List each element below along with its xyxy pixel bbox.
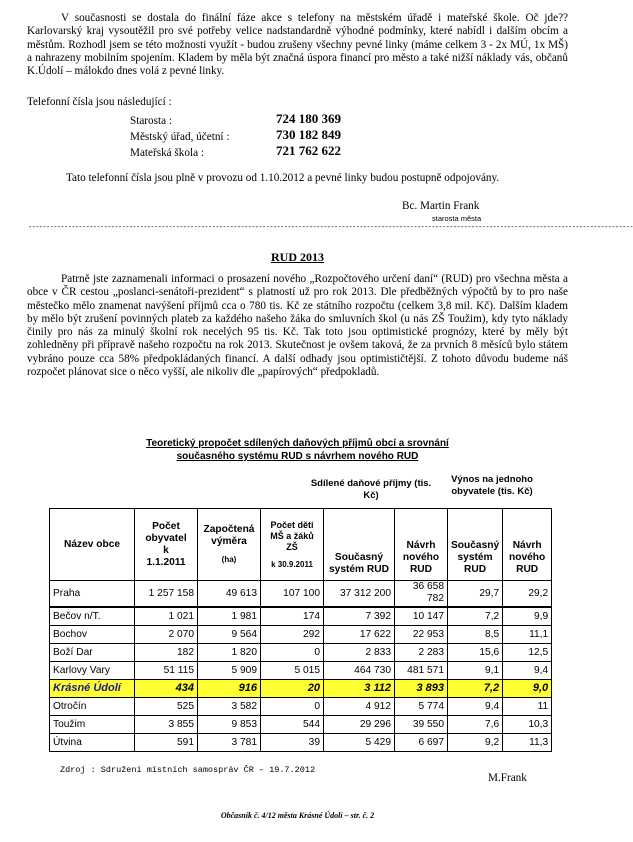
header-pocet-label: Počet obyvatel	[145, 520, 187, 544]
phone-number: 721 762 622	[276, 143, 341, 158]
cell-deti: 0	[261, 697, 324, 715]
cell-v1: 15,6	[448, 643, 503, 661]
cell-pocet: 525	[135, 697, 198, 715]
header-obec: Název obce	[50, 509, 135, 581]
divider-line: ------------------------------------------------------------------------------------------------------------------------------------------------------------------------	[28, 224, 633, 232]
header-deti-date: k 30.9.2011	[271, 559, 313, 569]
cell-soucasny: 17 622	[324, 625, 395, 643]
cell-deti: 292	[261, 625, 324, 643]
cell-pocet: 3 855	[135, 715, 198, 733]
header-vymera	[198, 509, 261, 581]
cell-vymera: 5 909	[198, 661, 261, 679]
cell-v2: 29,2	[503, 581, 552, 607]
cell-vymera: 3 781	[198, 733, 261, 751]
cell-v2: 11,1	[503, 625, 552, 643]
cell-v2: 11	[503, 697, 552, 715]
phone-label: Mateřská škola :	[130, 147, 204, 159]
cell-v1: 9,2	[448, 733, 503, 751]
cell-pocet: 1 257 158	[135, 581, 198, 607]
author: M.Frank	[488, 772, 527, 784]
header-group-prijmy: Sdílené daňové příjmy (tis. Kč)	[310, 478, 432, 501]
phone-label: Starosta :	[130, 115, 172, 127]
intro-paragraph: V současnosti se dostala do finální fáze akce s telefony na městském úřadě i mateřské škole. Oč jde?? Karlovarský kraj vysoutěžil pro své potřeby velice nadstandardně výhodné podmínky, které nabídl i dalším obcím a městům. Rozhodl jsem se této možnosti využít - budou zrušeny všechny pevné linky (máme celkem 3 - 2x MÚ, 1x MŠ) a nahrazeny mobilním spojením. Kladem by měla být značná úspora financí pro město a také nižší náklady vás, občanů K.Údolí – málokdo dnes volá z pevné linky.	[27, 12, 568, 78]
table-row	[50, 733, 552, 751]
cell-pocet: 1 021	[135, 607, 198, 626]
rud-paragraph: Patrně jste zaznamenali informaci o prosazení nového „Rozpočtového určení daní“ (RUD) pro všechna města a obce v ČR cestou „poslanci-senátoři-prezident“ s platností už pro rok 2013. Dle předběžných výpočtů by to pro naše městečko mělo znamenat navýšení příjmů cca o 780 tis. Kč ze státního rozpočtu (celkem 3,8 mil. Kč). Dalším kladem by mělo být zrušení povinných plateb za každého našeho žáka do smluvních škol (u nás ZŠ Toužim), kdy tyto náklady činily pro nás za minulý školní rok necelých 95 tis. Kč. Tak toto jsou optimistické prognózy, které by měly být zohledněny při přípravě našeho rozpočtu na rok 2013. Skutečnost je ovšem taková, že za prvních 8 měsíců bylo státem vybráno pouze cca 58% předpokládaných financí. A další odhady jsou optimističtější. Z tohoto důvodu budeme náš rozpočet plánovat sice o něco vyšší, ale nikoliv dle „papírových“ předpokladů.	[27, 273, 568, 379]
table-row	[50, 625, 552, 643]
cell-soucasny: 4 912	[324, 697, 395, 715]
cell-v1: 7,6	[448, 715, 503, 733]
cell-v2: 10,3	[503, 715, 552, 733]
header-vymera-label: Započtená výměra	[203, 523, 255, 547]
cell-v2: 9,0	[503, 679, 552, 697]
header-soucasny-vynos: Současný systém RUD	[448, 509, 503, 581]
cell-deti: 39	[261, 733, 324, 751]
cell-soucasny: 464 730	[324, 661, 395, 679]
cell-navrh: 22 953	[395, 625, 448, 643]
table-row	[50, 607, 552, 626]
phone-row	[130, 111, 341, 127]
cell-soucasny: 7 392	[324, 607, 395, 626]
phone-row	[130, 127, 341, 143]
table-row	[50, 679, 552, 697]
table-row	[50, 715, 552, 733]
cell-navrh: 39 550	[395, 715, 448, 733]
cell-soucasny: 37 312 200	[324, 581, 395, 607]
phone-number: 730 182 849	[276, 127, 341, 142]
phone-number: 724 180 369	[276, 111, 341, 126]
cell-pocet: 434	[135, 679, 198, 697]
signature-title: starosta města	[432, 214, 482, 223]
phone-list	[130, 111, 341, 159]
header-deti	[261, 509, 324, 581]
cell-pocet: 182	[135, 643, 198, 661]
cell-v2: 9,4	[503, 661, 552, 679]
cell-v1: 29,7	[448, 581, 503, 607]
cell-deti: 0	[261, 643, 324, 661]
header-pocet-date: 1.1.2011	[146, 556, 186, 568]
cell-navrh: 481 571	[395, 661, 448, 679]
source-note: Zdroj : Sdružení místních samospráv ČR – 19.7.2012	[60, 765, 316, 775]
cell-v1: 9,1	[448, 661, 503, 679]
header-deti-label: Počet dětí MŠ a žáků ZŠ	[270, 519, 314, 552]
cell-v1: 9,4	[448, 697, 503, 715]
header-navrh: Návrh nového RUD	[395, 509, 448, 581]
cell-navrh: 36 658 782	[395, 581, 448, 607]
cell-navrh: 6 697	[395, 733, 448, 751]
cell-navrh: 5 774	[395, 697, 448, 715]
page-footer: Občasník č. 4/12 města Krásné Údolí – str. č. 2	[220, 811, 375, 820]
table-header-row	[50, 509, 552, 581]
cell-obec: Bochov	[50, 625, 135, 643]
phones-heading: Telefonní čísla jsou následující :	[27, 96, 172, 108]
phones-note: Tato telefonní čísla jsou plně v provozu od 1.10.2012 a pevné linky budou postupně odpojovány.	[66, 172, 500, 184]
cell-v1: 7,2	[448, 607, 503, 626]
cell-soucasny: 29 296	[324, 715, 395, 733]
phone-row	[130, 143, 341, 159]
cell-vymera: 916	[198, 679, 261, 697]
cell-v2: 12,5	[503, 643, 552, 661]
table-row	[50, 581, 552, 607]
header-navrh-vynos: Návrh nového RUD	[503, 509, 552, 581]
cell-soucasny: 3 112	[324, 679, 395, 697]
cell-deti: 107 100	[261, 581, 324, 607]
cell-navrh: 2 283	[395, 643, 448, 661]
cell-obec: Praha	[50, 581, 135, 607]
header-soucasny: Současný systém RUD	[324, 509, 395, 581]
header-pocet	[135, 509, 198, 581]
header-vymera-unit: (ha)	[221, 554, 237, 564]
table-row	[50, 661, 552, 679]
cell-vymera: 9 853	[198, 715, 261, 733]
cell-v2: 9,9	[503, 607, 552, 626]
cell-obec: Karlovy Vary	[50, 661, 135, 679]
cell-v1: 8,5	[448, 625, 503, 643]
cell-vymera: 3 582	[198, 697, 261, 715]
cell-pocet: 591	[135, 733, 198, 751]
table-title-line-1: Teoretický propočet sdílených daňových příjmů obcí a srovnání	[146, 438, 449, 449]
cell-deti: 5 015	[261, 661, 324, 679]
cell-pocet: 51 115	[135, 661, 198, 679]
header-group-vynos: Výnos na jednoho obyvatele (tis. Kč)	[451, 474, 533, 497]
cell-obec: Otročín	[50, 697, 135, 715]
cell-pocet: 2 070	[135, 625, 198, 643]
cell-v2: 11,3	[503, 733, 552, 751]
cell-obec: Útvina	[50, 733, 135, 751]
cell-deti: 20	[261, 679, 324, 697]
cell-soucasny: 5 429	[324, 733, 395, 751]
table-title-line-2: současného systému RUD s návrhem nového RUD	[176, 451, 419, 462]
cell-vymera: 49 613	[198, 581, 261, 607]
cell-navrh: 10 147	[395, 607, 448, 626]
signature-name: Bc. Martin Frank	[402, 200, 480, 212]
cell-obec: Krásné Údolí	[50, 679, 135, 697]
cell-deti: 174	[261, 607, 324, 626]
rud-table	[49, 508, 552, 752]
cell-obec: Boží Dar	[50, 643, 135, 661]
header-pocet-k: k	[163, 544, 169, 556]
table-title	[0, 437, 595, 463]
cell-vymera: 1 820	[198, 643, 261, 661]
phone-label: Městský úřad, účetní :	[130, 131, 230, 143]
rud-title: RUD 2013	[271, 250, 324, 264]
cell-soucasny: 2 833	[324, 643, 395, 661]
cell-obec: Toužim	[50, 715, 135, 733]
cell-navrh: 3 893	[395, 679, 448, 697]
table-row	[50, 697, 552, 715]
cell-vymera: 9 564	[198, 625, 261, 643]
table-row	[50, 643, 552, 661]
cell-obec: Bečov n/T.	[50, 607, 135, 626]
cell-vymera: 1 981	[198, 607, 261, 626]
cell-deti: 544	[261, 715, 324, 733]
cell-v1: 7,2	[448, 679, 503, 697]
